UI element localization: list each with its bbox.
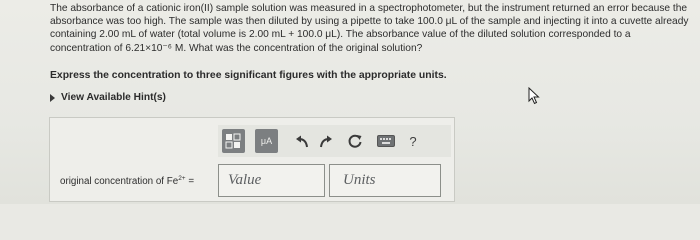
math-toolbar (218, 125, 451, 157)
hint-label: View Available Hint(s) (61, 92, 166, 103)
units-placeholder: Units (343, 172, 376, 188)
keyboard-button[interactable] (377, 135, 395, 147)
undo-icon (294, 134, 310, 149)
problem-line: absorbance was too high. The sample was then diluted by using a pipette to take 100.0 μL of the sample and injecting it into a cuvette already (50, 16, 689, 28)
equals-sign: = (185, 176, 195, 187)
keyboard-icon (377, 135, 395, 147)
value-placeholder: Value (228, 172, 262, 188)
units-button-label: μA (260, 136, 273, 146)
answer-label (60, 175, 194, 187)
reset-icon (347, 133, 363, 149)
charge-superscript: 2+ (178, 175, 186, 182)
problem-line: concentration of 6.21×10⁻⁶ M. What was the concentration of the original solution? (50, 42, 423, 54)
units-input[interactable] (329, 164, 441, 197)
caret-right-icon (50, 94, 55, 102)
view-hints-toggle[interactable] (50, 92, 166, 103)
answer-label-text: original concentration of Fe (60, 176, 179, 187)
help-label: ? (409, 133, 417, 149)
problem-statement (50, 2, 696, 55)
reset-button[interactable] (347, 133, 363, 149)
templates-icon (225, 133, 242, 149)
undo-button[interactable] (294, 134, 310, 149)
problem-line: The absorbance of a cationic iron(II) sample solution was measured in a spectrophotometer, but the instrument returned an error because the (50, 3, 688, 14)
problem-line: containing 2.00 mL of water (total volume is 2.00 mL + 100.0 μL). The absorbance value of the diluted solution corresponded to a (50, 29, 631, 41)
redo-button[interactable] (318, 134, 334, 149)
templates-button[interactable] (222, 129, 245, 153)
value-input[interactable] (218, 164, 325, 197)
instruction-text: Express the concentration to three significant figures with the appropriate units. (50, 70, 447, 81)
help-button[interactable] (406, 132, 420, 150)
redo-icon (318, 134, 334, 149)
mouse-cursor-icon (528, 87, 540, 105)
units-button[interactable] (255, 129, 278, 153)
